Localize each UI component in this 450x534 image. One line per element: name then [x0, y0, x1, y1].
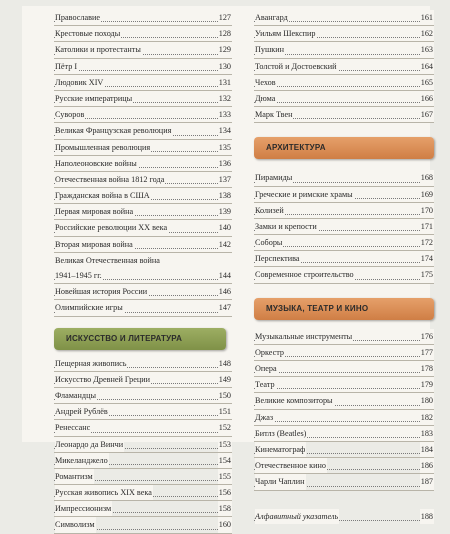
toc-entry-title: Микеланджело [55, 453, 109, 468]
toc-entry [54, 469, 232, 485]
toc-entry-page: 133 [218, 107, 232, 122]
toc-entry-page: 132 [218, 91, 232, 106]
toc-entry-title: Фламандцы [55, 388, 97, 403]
toc-entry-page: 160 [218, 517, 232, 532]
toc-entry [54, 517, 232, 533]
toc-entry-title: Алфавитный указатель [255, 509, 339, 524]
toc-entry-title: Символизм [55, 517, 96, 532]
toc-entry [254, 458, 434, 474]
dot-leader [254, 102, 420, 103]
toc-entry [54, 372, 232, 388]
toc-entry-page: 139 [218, 204, 232, 219]
toc-entry-page: 183 [420, 426, 434, 441]
toc-entry [54, 26, 232, 42]
toc-entry [254, 442, 434, 458]
toc-entry-page: 164 [420, 59, 434, 74]
toc-entry [54, 107, 232, 123]
toc-entry [54, 237, 232, 253]
toc-entry-page: 127 [218, 10, 232, 25]
toc-entry [54, 268, 232, 284]
toc-entry-title: Авангард [255, 10, 289, 25]
toc-entry-title: Русские императрицы [55, 91, 133, 106]
toc-entry-page: 167 [420, 107, 434, 122]
toc-entry-title: Перспектива [255, 251, 301, 266]
toc-entry [254, 219, 434, 235]
toc-entry-page: 166 [420, 91, 434, 106]
section-header-architecture: АРХИТЕКТУРА [254, 137, 434, 159]
literature-list [254, 10, 434, 123]
toc-entry-title: Гражданская война в США [55, 188, 151, 203]
right-column [254, 6, 434, 524]
toc-entry [254, 42, 434, 58]
toc-entry-page: 169 [420, 187, 434, 202]
toc-entry-title: Крестовые походы [55, 26, 121, 41]
toc-entry [254, 361, 434, 377]
left-column [54, 6, 232, 534]
toc-entry [54, 284, 232, 300]
toc-entry [254, 345, 434, 361]
toc-entry [254, 267, 434, 283]
toc-entry-title: Опера [255, 361, 278, 376]
toc-entry-page: 174 [420, 251, 434, 266]
toc-entry-title: Православие [55, 10, 101, 25]
contents-page [22, 6, 433, 530]
toc-entry-page: 129 [218, 42, 232, 57]
toc-entry-title: Музыкальные инструменты [255, 329, 353, 344]
toc-entry [254, 329, 434, 345]
toc-entry [254, 393, 434, 409]
toc-entry [54, 453, 232, 469]
toc-entry-page: 188 [420, 509, 434, 524]
toc-entry-page: 165 [420, 75, 434, 90]
toc-entry-page: 153 [218, 437, 232, 452]
toc-entry-page: 140 [218, 220, 232, 235]
toc-entry [254, 91, 434, 107]
art-literature-list [54, 356, 232, 534]
dot-leader [254, 372, 420, 373]
toc-entry-page: 154 [218, 453, 232, 468]
toc-entry-page: 158 [218, 501, 232, 516]
toc-entry-title: Русская живопись XIX века [55, 485, 153, 500]
toc-entry-title: Католики и протестанты [55, 42, 142, 57]
toc-entry [54, 356, 232, 372]
toc-entry-title: Замки и крепости [255, 219, 318, 234]
toc-entry-title: Джаз [255, 410, 274, 425]
toc-entry [254, 426, 434, 442]
toc-entry [254, 474, 434, 490]
toc-entry [54, 253, 232, 268]
toc-entry-page: 170 [420, 203, 434, 218]
toc-entry [54, 485, 232, 501]
toc-entry-page: 180 [420, 393, 434, 408]
toc-entry [54, 220, 232, 236]
toc-entry-page: 135 [218, 140, 232, 155]
toc-entry-title: 1941–1945 гг. [55, 268, 103, 283]
toc-entry-page: 172 [420, 235, 434, 250]
toc-entry-page: 182 [420, 410, 434, 425]
toc-entry-title: Марк Твен [255, 107, 293, 122]
toc-entry-page: 152 [218, 420, 232, 435]
toc-entry-page: 155 [218, 469, 232, 484]
toc-entry [54, 59, 232, 75]
toc-entry-page: 186 [420, 458, 434, 473]
toc-entry-title: Колизей [255, 203, 285, 218]
toc-entry-title: Пушкин [255, 42, 285, 57]
toc-entry-title: Вторая мировая война [55, 237, 134, 252]
dot-leader [54, 70, 218, 71]
toc-entry-page: 134 [218, 123, 232, 138]
toc-entry [54, 75, 232, 91]
toc-entry-page: 138 [218, 188, 232, 203]
toc-entry [54, 404, 232, 420]
toc-entry [54, 156, 232, 172]
toc-entry-page: 171 [420, 219, 434, 234]
toc-entry-page: 177 [420, 345, 434, 360]
toc-entry-page: 179 [420, 377, 434, 392]
toc-entry-page: 131 [218, 75, 232, 90]
toc-entry-page: 168 [420, 170, 434, 185]
toc-entry-title: Романтизм [55, 469, 94, 484]
toc-entry-title: Олимпийские игры [55, 300, 124, 315]
toc-entry [54, 172, 232, 188]
toc-entry-page: 187 [420, 474, 434, 489]
toc-entry-title: Соборы [255, 235, 283, 250]
toc-entry [254, 377, 434, 393]
toc-entry-title: Оркестр [255, 345, 285, 360]
toc-entry-title: Наполеоновские войны [55, 156, 138, 171]
dot-leader [254, 86, 420, 87]
toc-entry [54, 140, 232, 156]
music-list [254, 329, 434, 491]
toc-entry [54, 300, 232, 316]
toc-entry [254, 75, 434, 91]
toc-entry [54, 420, 232, 436]
toc-entry [254, 203, 434, 219]
toc-entry [54, 10, 232, 26]
toc-entry-title: Греческие и римские храмы [255, 187, 354, 202]
toc-entry [254, 251, 434, 267]
toc-entry [254, 10, 434, 26]
toc-entry-title: Андрей Рублёв [55, 404, 109, 419]
toc-entry [254, 26, 434, 42]
toc-entry-page: 184 [420, 442, 434, 457]
toc-entry-title: Ренессанс [55, 420, 91, 435]
toc-entry-page: 149 [218, 372, 232, 387]
toc-entry-page: 146 [218, 284, 232, 299]
toc-entry-title: Чарли Чаплин [255, 474, 306, 489]
toc-entry-page: 144 [218, 268, 232, 283]
section-header-art-literature: ИСКУССТВО И ЛИТЕРАТУРА [54, 328, 226, 350]
toc-entry [254, 187, 434, 203]
toc-entry-page: 136 [218, 156, 232, 171]
toc-entry-page: 148 [218, 356, 232, 371]
toc-entry [254, 107, 434, 123]
toc-entry [254, 410, 434, 426]
dot-leader [254, 421, 420, 422]
toc-entry-title: Первая мировая война [55, 204, 134, 219]
toc-entry-page: 175 [420, 267, 434, 282]
toc-entry-title: Отечественное кино [255, 458, 327, 473]
toc-entry-title: Великая Французская революция [55, 123, 172, 138]
dot-leader [254, 388, 420, 389]
architecture-list [254, 170, 434, 283]
toc-entry-page: 151 [218, 404, 232, 419]
toc-entry-title: Дюма [255, 91, 276, 106]
toc-entry-title: Пирамиды [255, 170, 293, 185]
toc-entry [54, 204, 232, 220]
toc-entry-title: Пётр I [55, 59, 78, 74]
toc-entry-title: Суворов [55, 107, 85, 122]
toc-entry-title: Великие композиторы [255, 393, 334, 408]
toc-entry-page: 130 [218, 59, 232, 74]
toc-entry-title: Пещерная живопись [55, 356, 127, 371]
toc-entry-page: 156 [218, 485, 232, 500]
toc-entry [54, 91, 232, 107]
toc-entry [254, 170, 434, 186]
toc-entry-page: 176 [420, 329, 434, 344]
toc-entry-title: Современное строительство [255, 267, 355, 282]
toc-entry-page: 147 [218, 300, 232, 315]
toc-entry-page: 161 [420, 10, 434, 25]
toc-entry-title: Великая Отечественная война [55, 253, 161, 268]
toc-entry-title: Импрессионизм [55, 501, 112, 516]
toc-entry-title: Битлз (Beatles) [255, 426, 307, 441]
toc-entry-title: Искусство Древней Греции [55, 372, 151, 387]
toc-entry-page: 162 [420, 26, 434, 41]
toc-entry-title: Толстой и Достоевский [255, 59, 338, 74]
toc-entry [54, 388, 232, 404]
toc-entry [254, 59, 434, 75]
toc-entry [54, 188, 232, 204]
toc-entry-title: Отечественная война 1812 года [55, 172, 165, 187]
index-entry [254, 509, 434, 524]
toc-entry [54, 123, 232, 139]
toc-entry-title: Промышленная революция [55, 140, 151, 155]
toc-entry-title: Театр [255, 377, 276, 392]
history-list [54, 10, 232, 317]
toc-entry-title: Уильям Шекспир [255, 26, 316, 41]
toc-entry [54, 42, 232, 58]
toc-entry-title: Кинематограф [255, 442, 306, 457]
toc-entry-index [254, 509, 434, 524]
toc-entry-title: Российские революции XX века [55, 220, 168, 235]
toc-entry-title: Леонардо да Винчи [55, 437, 124, 452]
toc-entry-page: 137 [218, 172, 232, 187]
toc-entry-title: Чехов [255, 75, 277, 90]
toc-entry-page: 163 [420, 42, 434, 57]
toc-entry [54, 437, 232, 453]
toc-entry-page: 178 [420, 361, 434, 376]
toc-entry [254, 235, 434, 251]
toc-entry [54, 501, 232, 517]
toc-entry-page: 142 [218, 237, 232, 252]
toc-entry-title: Новейшая история России [55, 284, 148, 299]
section-header-music-theatre-cinema: МУЗЫКА, ТЕАТР И КИНО [254, 298, 434, 320]
toc-entry-page: 150 [218, 388, 232, 403]
toc-entry-title: Людовик XIV [55, 75, 104, 90]
toc-entry-page: 128 [218, 26, 232, 41]
